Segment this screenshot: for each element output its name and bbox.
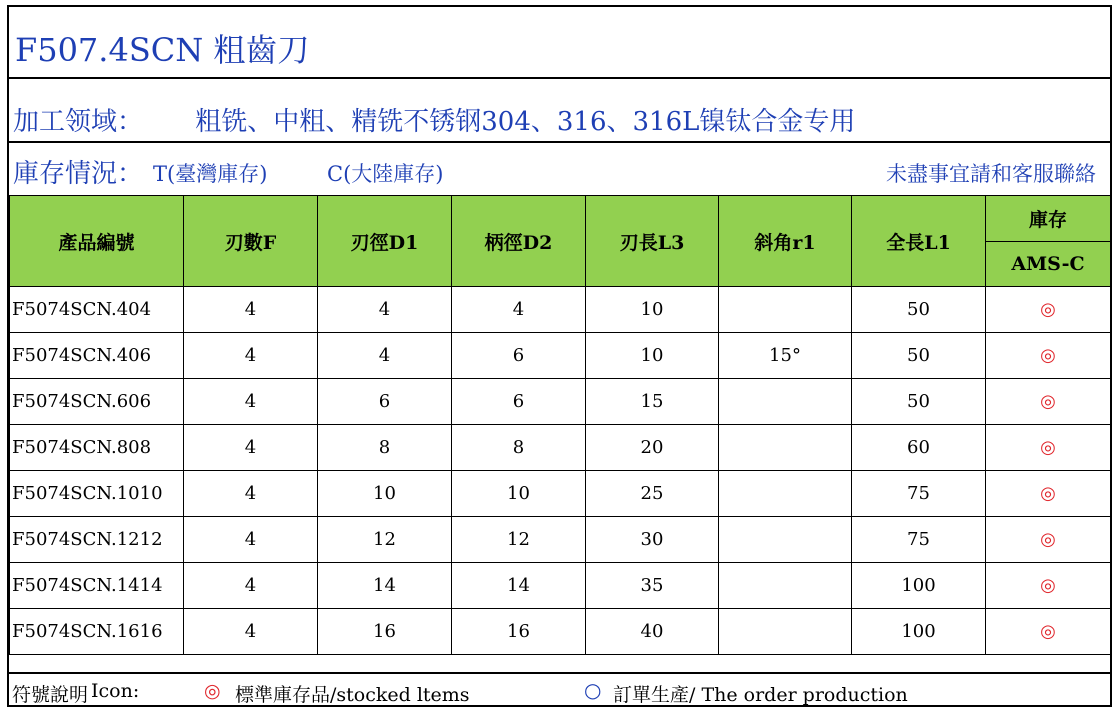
cell-product-code: F5074SCN.406: [10, 333, 184, 379]
header-stock: 庫存: [986, 196, 1111, 242]
cell-helix-angle: [719, 563, 852, 609]
cell-cutting-length: 35: [586, 563, 719, 609]
cell-shank-diameter: 12: [452, 517, 586, 563]
table-row: [10, 379, 1111, 425]
contact-note: 未盡事宜請和客服聯絡: [886, 162, 1096, 186]
spec-table: [9, 195, 1111, 655]
cell-product-code: F5074SCN.808: [10, 425, 184, 471]
table-row: [10, 287, 1111, 333]
processing-field-value: 粗铣、中粗、精铣不锈钢304、316、316L镍钛合金专用: [195, 107, 856, 137]
cell-stock-mark: ◎: [986, 379, 1111, 425]
cell-product-code: F5074SCN.1212: [10, 517, 184, 563]
cell-shank-diameter: 14: [452, 563, 586, 609]
stock-status-label: 庫存情況：: [13, 159, 144, 189]
cell-cutter-diameter: 6: [318, 379, 452, 425]
header-overall-length: 全長L1: [852, 196, 986, 287]
cell-product-code: F5074SCN.1010: [10, 471, 184, 517]
cell-overall-length: 100: [852, 563, 986, 609]
cell-cutting-length: 20: [586, 425, 719, 471]
cell-helix-angle: [719, 425, 852, 471]
processing-field-row: [9, 79, 1110, 143]
cell-flutes: 4: [184, 425, 318, 471]
cell-product-code: F5074SCN.1616: [10, 609, 184, 655]
cell-stock-mark: ◎: [986, 563, 1111, 609]
table-row: [10, 471, 1111, 517]
legend-caption: 符號說明: [12, 684, 89, 706]
header-product-code: 產品編號: [10, 196, 184, 287]
cell-helix-angle: [719, 517, 852, 563]
table-row: [10, 609, 1111, 655]
cell-shank-diameter: 6: [452, 333, 586, 379]
cell-cutting-length: 30: [586, 517, 719, 563]
cell-stock-mark: ◎: [986, 425, 1111, 471]
table-row: [10, 333, 1111, 379]
cell-stock-mark: ◎: [986, 517, 1111, 563]
cell-helix-angle: [719, 379, 852, 425]
cell-stock-mark: ◎: [986, 333, 1111, 379]
stock-status-row: [9, 143, 1110, 195]
header-stock-ams: AMS-C: [986, 242, 1111, 287]
legend-row: [9, 672, 1110, 707]
cell-overall-length: 50: [852, 379, 986, 425]
mainland-stock-note: C(大陸庫存): [327, 162, 444, 186]
cell-flutes: 4: [184, 609, 318, 655]
order-symbol-text: 訂單生產/ The order production: [613, 684, 908, 706]
cell-shank-diameter: 4: [452, 287, 586, 333]
cell-overall-length: 50: [852, 287, 986, 333]
cell-cutting-length: 25: [586, 471, 719, 517]
cell-product-code: F5074SCN.404: [10, 287, 184, 333]
cell-flutes: 4: [184, 379, 318, 425]
cell-stock-mark: ◎: [986, 471, 1111, 517]
stock-symbol-icon: ◎: [204, 680, 221, 702]
header-helix-angle: 斜角r1: [719, 196, 852, 287]
cell-overall-length: 75: [852, 517, 986, 563]
cell-helix-angle: [719, 471, 852, 517]
processing-field-label: 加工领域：: [13, 107, 144, 137]
table-row: [10, 425, 1111, 471]
cell-cutter-diameter: 12: [318, 517, 452, 563]
cell-flutes: 4: [184, 517, 318, 563]
cell-shank-diameter: 8: [452, 425, 586, 471]
cell-cutting-length: 10: [586, 333, 719, 379]
cell-cutter-diameter: 10: [318, 471, 452, 517]
cell-overall-length: 60: [852, 425, 986, 471]
taiwan-stock-note: T(臺灣庫存): [153, 162, 268, 186]
cell-overall-length: 50: [852, 333, 986, 379]
cell-helix-angle: [719, 609, 852, 655]
page-title: F507.4SCN 粗齒刀: [9, 7, 1110, 79]
cell-cutting-length: 40: [586, 609, 719, 655]
cell-cutter-diameter: 4: [318, 287, 452, 333]
cell-cutting-length: 10: [586, 287, 719, 333]
legend-icon-label: Icon:: [91, 680, 140, 702]
cell-cutter-diameter: 14: [318, 563, 452, 609]
table-row: [10, 517, 1111, 563]
cell-flutes: 4: [184, 287, 318, 333]
cell-overall-length: 75: [852, 471, 986, 517]
header-shank-diameter: 柄徑D2: [452, 196, 586, 287]
cell-flutes: 4: [184, 471, 318, 517]
cell-flutes: 4: [184, 563, 318, 609]
cell-product-code: F5074SCN.606: [10, 379, 184, 425]
header-cutting-length: 刃長L3: [586, 196, 719, 287]
cell-stock-mark: ◎: [986, 609, 1111, 655]
cell-helix-angle: [719, 287, 852, 333]
cell-cutter-diameter: 8: [318, 425, 452, 471]
cell-product-code: F5074SCN.1414: [10, 563, 184, 609]
cell-overall-length: 100: [852, 609, 986, 655]
product-sheet: [7, 5, 1112, 707]
table-row: [10, 563, 1111, 609]
cell-cutting-length: 15: [586, 379, 719, 425]
cell-cutter-diameter: 16: [318, 609, 452, 655]
cell-helix-angle: 15°: [719, 333, 852, 379]
cell-shank-diameter: 6: [452, 379, 586, 425]
stock-symbol-text: 標準庫存品/stocked ltems: [235, 684, 470, 706]
cell-shank-diameter: 10: [452, 471, 586, 517]
header-cutter-diameter: 刃徑D1: [318, 196, 452, 287]
cell-cutter-diameter: 4: [318, 333, 452, 379]
order-symbol-icon: ○: [584, 678, 602, 702]
header-flutes: 刃數F: [184, 196, 318, 287]
cell-flutes: 4: [184, 333, 318, 379]
cell-shank-diameter: 16: [452, 609, 586, 655]
cell-stock-mark: ◎: [986, 287, 1111, 333]
